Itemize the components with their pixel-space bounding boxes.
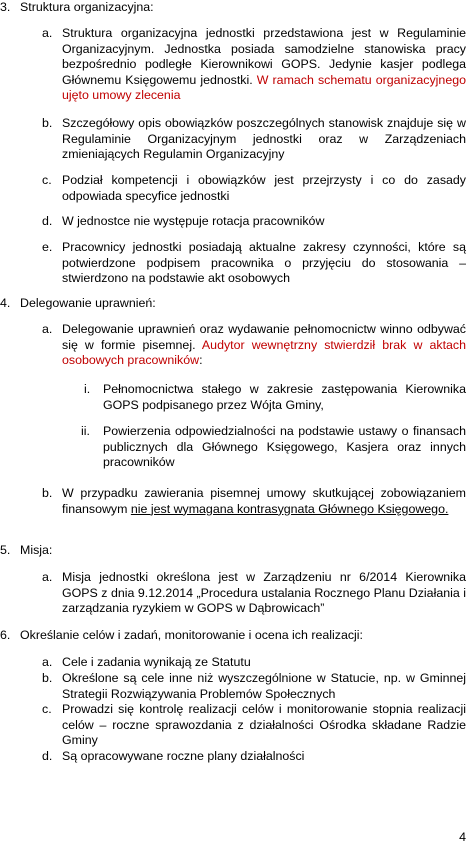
section-4-number: 4. — [0, 296, 11, 310]
auditor-note: W ramach schematu organizacyjnego ujęto umowy zlecenia — [62, 72, 466, 103]
item-4a-ii-text: Powierzenia odpowiedzialności na podstawie ustawy o finansach publicznych dla Głównego Księgowego, Kasjera oraz innych pracowników — [103, 424, 466, 470]
item-4a-text: Delegowanie uprawnień oraz wydawanie pełnomocnictw winno odbywać się w formie pisemnej. Audytor wewnętrzny stwierdził brak w aktach osobowych pracowników: — [62, 322, 467, 368]
item-6a-text: Cele i zadania wynikają ze Statutu — [62, 655, 251, 669]
item-6b-text: Określone są cele inne niż wyszczególnione w Statucie, np. w Gminnej Strategii Rozwiązywania Problemów Społecznych — [62, 671, 466, 701]
item-3b-text: Szczegółowy opis obowiązków poszczególnych stanowisk znajduje się w Regulaminie Organizacyjnym jednostki oraz w Zarządzeniach zmieniających Regulamin Organizacyjny — [62, 116, 466, 162]
item-3e-label: e. — [42, 240, 53, 254]
item-3c-text: Podział kompetencji i obowiązków jest przejrzysty i co do zasady odpowiada specyfice jednostki — [62, 173, 466, 203]
item-3a-text: Struktura organizacyjna jednostki przedstawiona jest w Regulaminie Organizacyjnym. Jednostka posiada samodzielne stanowiska pracy bezpośrednio podległe Kierownikowi GOPS. Jedynie kasjer podlega Głównemu Księgowemu jednostki. W ramach schematu organizacyjnego ujęto umowy zlecenia — [62, 26, 466, 103]
item-6c-label: c. — [42, 702, 52, 716]
page-number: 4 — [459, 830, 466, 844]
item-3b-label: b. — [42, 116, 53, 130]
underlined-clause: nie jest wymagana kontrasygnata Głównego Księgowego. — [130, 501, 449, 516]
item-6a-label: a. — [42, 655, 53, 669]
item-3c-label: c. — [42, 173, 52, 187]
item-5a-label: a. — [42, 570, 53, 584]
section-5-number: 5. — [0, 543, 11, 557]
item-4a-label: a. — [42, 322, 53, 336]
item-6d-label: d. — [42, 749, 53, 763]
item-4a-ii-label: ii. — [81, 424, 90, 438]
item-6d-text: Są opracowywane roczne plany działalności — [62, 749, 305, 763]
section-3-number: 3. — [0, 0, 11, 14]
item-4a-i-text: Pełnomocnictwa stałego w zakresie zastępowania Kierownika GOPS podpisanego przez Wójta Gminy, — [103, 382, 466, 412]
item-3d-label: d. — [42, 214, 53, 228]
item-6b-label: b. — [42, 671, 53, 685]
section-4-heading: Delegowanie uprawnień: — [20, 296, 156, 310]
item-4a-i-label: i. — [84, 382, 91, 396]
section-5-heading: Misja: — [20, 543, 53, 557]
item-4b-text: W przypadku zawierania pisemnej umowy skutkującej zobowiązaniem finansowym nie jest wymagana kontrasygnata Głównego Księgowego. — [62, 486, 466, 516]
section-6-number: 6. — [0, 628, 11, 642]
item-6c-text: Prowadzi się kontrolę realizacji celów i monitorowanie stopnia realizacji celów – roczne sprawozdania z działalności Ośrodka składane Radzie Gminy — [62, 702, 466, 748]
item-3d-text: W jednostce nie występuje rotacja pracowników — [62, 214, 325, 228]
section-3-heading: Struktura organizacyjna: — [20, 0, 154, 14]
section-6-heading: Określanie celów i zadań, monitorowanie i ocena ich realizacji: — [20, 628, 363, 642]
item-3e-text: Pracownicy jednostki posiadają aktualne zakresy czynności, które są potwierdzone podpisem pracownika o przyjęciu do stosowania – stwierdzono na podstawie akt osobowych — [62, 240, 466, 286]
item-5a-text: Misja jednostki określona jest w Zarządzeniu nr 6/2014 Kierownika GOPS z dnia 9.12.2014 „Procedura ustalania Rocznego Planu Działania i zarządzania ryzykiem w GOPS w Dąbrowicach” — [62, 570, 466, 616]
item-3a-label: a. — [42, 26, 53, 40]
auditor-finding: Audytor wewnętrzny stwierdził brak w aktach osobowych pracowników — [62, 337, 467, 368]
item-4b-label: b. — [42, 486, 53, 500]
